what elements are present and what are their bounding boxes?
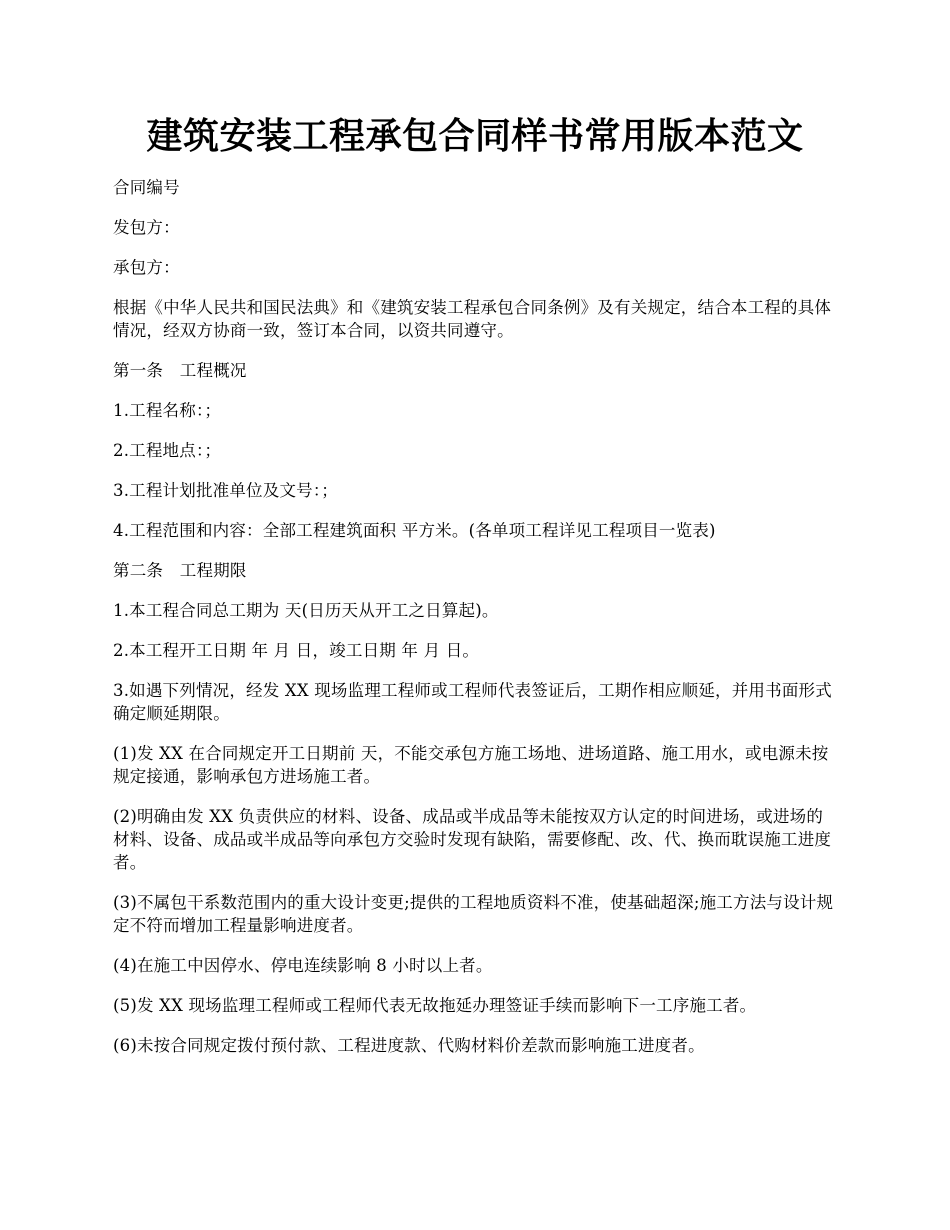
extension-case-3: (3)不属包干系数范围内的重大设计变更;提供的工程地质资料不准，使基础超深;施工方法与设计规定不符而增加工程量影响进度者。 [113, 893, 834, 935]
article-2-heading: 第二条 工程期限 [113, 561, 247, 580]
article-2-item-2: 2.本工程开工日期 年 月 日，竣工日期 年 月 日。 [113, 641, 480, 660]
extension-case-6: (6)未按合同规定拨付预付款、工程进度款、代购材料价差款而影响施工进度者。 [113, 1036, 705, 1055]
extension-case-1: (1)发 XX 在合同规定开工日期前 天，不能交承包方施工场地、进场道路、施工用水，或电源未按规定接通，影响承包方进场施工者。 [113, 744, 829, 786]
extension-case-4: (4)在施工中因停水、停电连续影响 8 小时以上者。 [113, 956, 493, 975]
contractor-line: 承包方： [113, 258, 180, 277]
extension-case-2: (2)明确由发 XX 负责供应的材料、设备、成品或半成品等未能按双方认定的时间进场，或进场的材料、设备、成品或半成品等向承包方交验时发现有缺陷，需要修配、改、代、换而耽误施工进度者。 [113, 807, 832, 872]
document-body [113, 176, 838, 1074]
document-title: 建筑安装工程承包合同样书常用版本范文 [146, 115, 804, 157]
preamble-paragraph: 根据《中华人民共和国民法典》和《建筑安装工程承包合同条例》及有关规定，结合本工程的具体情况，经双方协商一致，签订本合同，以资共同遵守。 [113, 298, 832, 340]
contract-number-line: 合同编号 [113, 178, 180, 197]
article-1-item-3: 3.工程计划批准单位及文号：； [113, 481, 338, 500]
article-2-item-1: 1.本工程合同总工期为 天(日历天从开工之日算起)。 [113, 601, 499, 620]
extension-case-5: (5)发 XX 现场监理工程师或工程师代表无故拖延办理签证手续而影响下一工序施工者。 [113, 996, 757, 1015]
article-1-heading: 第一条 工程概况 [113, 361, 247, 380]
article-1-item-1: 1.工程名称：； [113, 401, 222, 420]
article-1-item-2: 2.工程地点：； [113, 441, 222, 460]
article-2-item-3: 3.如遇下列情况，经发 XX 现场监理工程师或工程师代表签证后，工期作相应顺延，并用书面形式确定顺延期限。 [113, 681, 832, 723]
employer-line: 发包方： [113, 218, 180, 237]
article-1-item-4: 4.工程范围和内容：全部工程建筑面积 平方米。(各单项工程详见工程项目一览表) [113, 521, 716, 540]
